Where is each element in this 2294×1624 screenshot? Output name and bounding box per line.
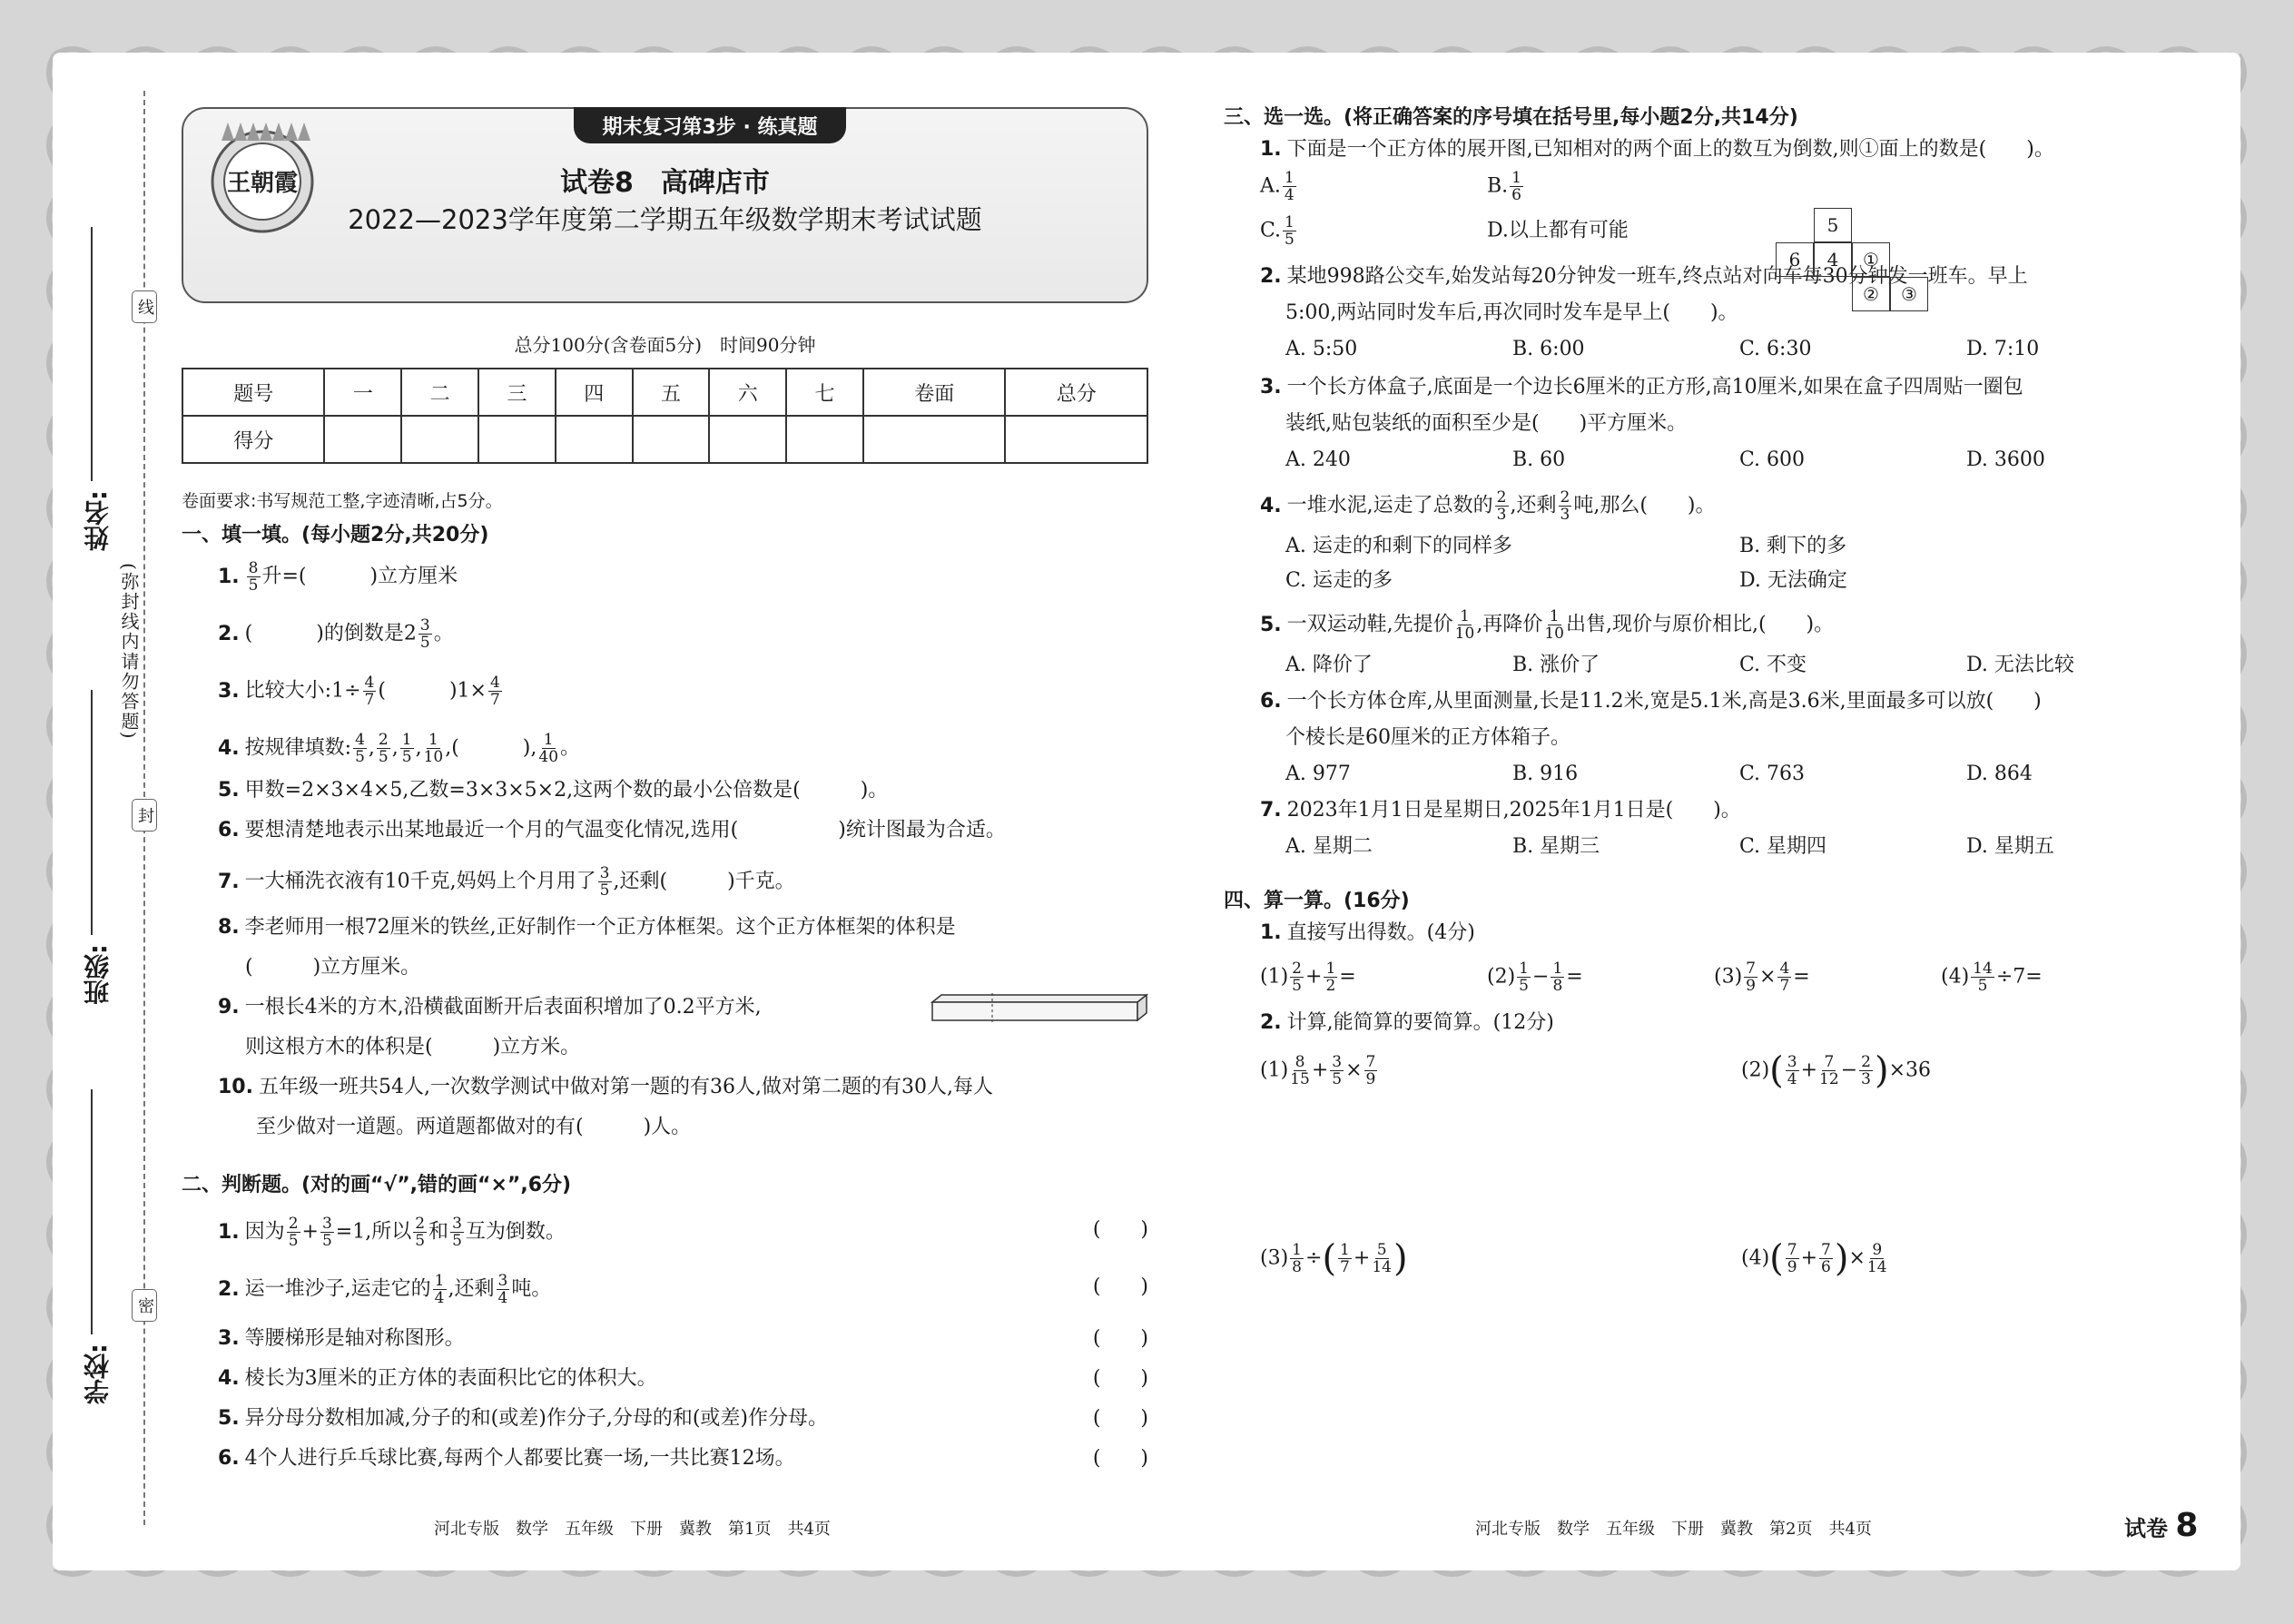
fill-q10-cont: 至少做对一道题。两道题都做对的有( )人。 — [256, 1116, 692, 1138]
section-1-title: 一、填一填。(每小题2分,共20分) — [182, 524, 489, 546]
section-4-title: 四、算一算。(16分) — [1224, 890, 1410, 912]
answer-bracket[interactable]: ( ) — [1092, 1327, 1148, 1350]
name-label: 姓名: — [83, 490, 113, 552]
calc-part1-title: 1. 直接写出得数。(4分) — [1260, 921, 1475, 944]
calc-part2-title: 2. 计算,能简算的要简算。(12分) — [1260, 1011, 1554, 1034]
paper-tag: 试卷 8 — [2124, 1507, 2199, 1544]
score-cell: 得分 — [182, 416, 324, 463]
requirement: 卷面要求:书写规范工整,字迹清晰,占5分。 — [182, 491, 503, 511]
score-input[interactable] — [401, 416, 478, 463]
cube-face: ② — [1852, 277, 1890, 311]
option: C. 星期四 — [1739, 835, 1827, 858]
score-input[interactable] — [633, 416, 710, 463]
option: A. 5:50 — [1285, 338, 1358, 360]
binding-note: (弥封线内请勿答题) — [118, 563, 140, 741]
option: B. 60 — [1512, 448, 1566, 471]
judge-q1: 1. 因为 $\frac{2}{5}$ + $\frac{3}{5}$ =1,所以 $\frac{2}{5}$ 和 $\frac{3}{5}$ 互为倒数。 ( ) — [218, 1215, 1148, 1250]
choice-q4: 4. 一堆水泥,运走了总数的 $\frac{2}{3}$ ,还剩 $\frac{2}{3}$ 吨,那么( )。 — [1260, 488, 1716, 524]
option: C. 6:30 — [1739, 338, 1812, 360]
cube-face: 5 — [1814, 208, 1852, 242]
right-column — [1224, 102, 2204, 1280]
score-cell: 卷面 — [863, 369, 1005, 416]
fill-q9-cont: 则这根方木的体积是( )立方米。 — [245, 1036, 581, 1058]
wood-beam-figure — [930, 993, 1148, 1024]
choice-q2-cont: 5:00,两站同时发车后,再次同时发车是早上( )。 — [1285, 301, 1738, 324]
judge-q5: 5. 异分母分数相加减,分子的和(或差)作分子,分母的和(或差)作分母。 ( ) — [218, 1404, 1148, 1433]
option: C. 600 — [1739, 448, 1806, 471]
choice-q2: 2. 某地998路公交车,始发站每20分钟发一班车,终点站对向车每30分钟发一班车。早上 — [1260, 265, 2028, 288]
cube-face: ① — [1852, 242, 1890, 277]
choice-q4-options-1 — [1260, 532, 2204, 561]
fill-q4: 4. 按规律填数: $\frac{4}{5}$ , $\frac{2}{5}$ , $\frac{1}{5}$ , $\frac{1}{10}$ ,( ), $\frac{1}{40}$ 。 — [218, 731, 581, 766]
step-badge: 期末复习第3步 · 练真题 — [574, 107, 846, 143]
fill-q3: 3. 比较大小:1÷ $\frac{4}{7}$ ( )1× $\frac{4}{7}$ — [218, 674, 500, 709]
fill-q9: 9. 一根长4米的方木,沿横截面断开后表面积增加了0.2平方米, — [218, 993, 1148, 1022]
calc-part2-row2 — [1260, 1237, 2204, 1280]
choice-q3: 3. 一个长方体盒子,底面是一个边长6厘米的正方形,高10厘米,如果在盒子四周贴一圈包 — [1260, 376, 2023, 399]
option: D. 3600 — [1966, 448, 2045, 471]
choice-q1: 1. 下面是一个正方体的展开图,已知相对的两个面上的数互为倒数,则①面上的数是( )。 — [1260, 138, 2054, 161]
answer-bracket[interactable]: ( ) — [1092, 1275, 1148, 1298]
choice-q5-options — [1260, 651, 2204, 680]
answer-bracket[interactable]: ( ) — [1092, 1218, 1148, 1241]
section-3-title: 三、选一选。(将正确答案的序号填在括号里,每小题2分,共14分) — [1224, 106, 1798, 129]
paper-number: 8 — [2175, 1507, 2199, 1544]
calc-item: (3) $\frac{1}{8}$ ÷( $\frac{1}{7}$ + $\frac{5}{14}$ ) — [1260, 1237, 1408, 1280]
score-table — [182, 368, 1148, 464]
choice-q4-options-2 — [1260, 566, 2204, 595]
fill-q8: 8. 李老师用一根72厘米的铁丝,正好制作一个正方体框架。这个正方体框架的体积是 — [218, 916, 956, 939]
calc-item: (4) $\frac{14}{5}$ ÷7= — [1941, 960, 2043, 995]
fill-q5: 5. 甲数=2×3×4×5,乙数=3×3×5×2,这两个数的最小公倍数是( )。 — [218, 779, 889, 802]
score-header-row — [182, 369, 1147, 416]
left-column — [182, 107, 1148, 1473]
calc-item: (4)( $\frac{7}{9}$ + $\frac{7}{6}$ )× $\frac{9}{14}$ — [1741, 1237, 1887, 1280]
score-input[interactable] — [478, 416, 556, 463]
seal-char-top: 线 — [132, 290, 157, 323]
score-input[interactable] — [786, 416, 863, 463]
judge-q6: 6. 4个人进行乒乓球比赛,每两个人都要比赛一场,一共比赛12场。 ( ) — [218, 1444, 1148, 1473]
score-cell: 五 — [633, 369, 710, 416]
calc-part1-items — [1260, 960, 2204, 994]
footer-right: 河北专版 数学 五年级 下册 冀教 第2页 共4页 — [1475, 1520, 1872, 1539]
choice-q6: 6. 一个长方体仓库,从里面测量,长是11.2米,宽是5.1米,高是3.6米,里面最多可以放( ) — [1260, 690, 2042, 713]
calc-part2-row1 — [1260, 1049, 2204, 1092]
option: A. 977 — [1285, 763, 1351, 785]
score-cell: 二 — [401, 369, 478, 416]
choice-q6-cont: 个棱长是60厘米的正方体箱子。 — [1285, 726, 1570, 749]
school-field[interactable] — [91, 1089, 93, 1334]
school-label: 学校: — [83, 1343, 113, 1405]
judge-q2: 2. 运一堆沙子,运走它的 $\frac{1}{4}$ ,还剩 $\frac{3}{4}$ 吨。 ( ) — [218, 1272, 1148, 1307]
exam-subtitle: 2022—2023学年度第二学期五年级数学期末考试试题 — [348, 204, 982, 235]
option: D. 7:10 — [1966, 338, 2040, 360]
fill-q10: 10. 五年级一班共54人,一次数学测试中做对第一题的有36人,做对第二题的有30人,每人 — [218, 1076, 993, 1098]
option: B. 916 — [1512, 763, 1579, 785]
option: C. 不变 — [1739, 654, 1807, 676]
name-field[interactable] — [91, 227, 93, 481]
calc-item: (2) $\frac{1}{5}$ − $\frac{1}{8}$ = — [1487, 960, 1583, 995]
calc-item: (1) $\frac{2}{5}$ + $\frac{1}{2}$ = — [1260, 960, 1356, 995]
score-input[interactable] — [1005, 416, 1147, 463]
choice-q1-cd: C. $\frac{1}{5}$ D.以上都有可能 — [1260, 213, 1629, 249]
answer-bracket[interactable]: ( ) — [1092, 1367, 1148, 1390]
choice-q7-options — [1260, 832, 2204, 861]
score-input[interactable] — [324, 416, 401, 463]
calc-item: (1) $\frac{8}{15}$ + $\frac{3}{5}$ × $\frac{7}{9}$ — [1260, 1053, 1376, 1088]
score-value-row — [182, 416, 1147, 463]
option: C. 763 — [1739, 763, 1806, 785]
choice-q1-ab: A. $\frac{1}{4}$ B. $\frac{1}{6}$ — [1260, 169, 1521, 204]
score-cell: 一 — [324, 369, 401, 416]
option: A. 星期二 — [1285, 835, 1373, 858]
section-2-title: 二、判断题。(对的画“√”,错的画“×”,6分) — [182, 1174, 572, 1196]
calc-item: (2)( $\frac{3}{4}$ + $\frac{7}{12}$ − $\frac{2}{3}$ )×36 — [1741, 1049, 1931, 1092]
fill-q1: 1. $\frac{8}{5}$ 升=( )立方厘米 — [218, 559, 458, 595]
class-field[interactable] — [91, 690, 93, 935]
choice-q3-cont: 装纸,贴包装纸的面积至少是( )平方厘米。 — [1285, 412, 1688, 435]
option: B. 6:00 — [1512, 338, 1585, 360]
svg-text:王朝霞: 王朝霞 — [226, 170, 299, 197]
judge-q4: 4. 棱长为3厘米的正方体的表面积比它的体积大。 ( ) — [218, 1364, 1148, 1393]
option: D. 864 — [1966, 763, 2033, 785]
score-input[interactable] — [863, 416, 1005, 463]
seal-char-mid: 封 — [132, 799, 157, 832]
answer-bracket[interactable]: ( ) — [1092, 1447, 1148, 1470]
exam-info: 总分100分(含卷面5分) 时间90分钟 — [514, 334, 816, 356]
exam-title: 试卷8 高碑店市 — [560, 167, 770, 199]
choice-q6-options — [1260, 760, 2204, 789]
cube-face: ③ — [1890, 277, 1928, 311]
option: A. 运走的和剩下的同样多 — [1285, 535, 1512, 557]
fill-q2: 2. ( )的倒数是2 $\frac{3}{5}$ 。 — [218, 616, 454, 652]
cube-face: 6 — [1776, 242, 1814, 277]
fill-q7: 7. 一大桶洗衣液有10千克,妈妈上个月用了 $\frac{3}{5}$ ,还剩( )千克。 — [218, 864, 795, 900]
calc-item: (3) $\frac{7}{9}$ × $\frac{4}{7}$ = — [1714, 960, 1810, 995]
option: B. 星期三 — [1512, 835, 1600, 858]
option: A. 240 — [1285, 448, 1351, 471]
seal-char-bottom: 密 — [132, 1289, 157, 1322]
option: D. 星期五 — [1966, 835, 2054, 858]
score-cell: 六 — [709, 369, 786, 416]
choice-q2-options — [1260, 335, 2204, 364]
score-cell: 三 — [478, 369, 556, 416]
option: A. 降价了 — [1285, 654, 1373, 676]
score-input[interactable] — [556, 416, 633, 463]
answer-bracket[interactable]: ( ) — [1092, 1407, 1148, 1430]
option: C. 运走的多 — [1285, 569, 1393, 592]
choice-q5: 5. 一双运动鞋,先提价 $\frac{1}{10}$ ,再降价 $\frac{1}{10}$ 出售,现价与原价相比,( )。 — [1260, 607, 1835, 643]
fill-q6: 6. 要想清楚地表示出某地最近一个月的气温变化情况,选用( )统计图最为合适。 — [218, 819, 1006, 842]
judge-q3: 3. 等腰梯形是轴对称图形。 ( ) — [218, 1324, 1148, 1353]
choice-q7: 7. 2023年1月1日是星期日,2025年1月1日是( )。 — [1260, 799, 1741, 822]
score-cell: 七 — [786, 369, 863, 416]
score-cell: 题号 — [182, 369, 324, 416]
score-cell: 总分 — [1005, 369, 1147, 416]
fill-q8-cont: ( )立方厘米。 — [245, 956, 421, 979]
option: D. 无法比较 — [1966, 654, 2074, 676]
option: B. 涨价了 — [1512, 654, 1600, 676]
cube-face: 4 — [1814, 242, 1852, 277]
exam-header — [182, 107, 1148, 303]
choice-q3-options — [1260, 446, 2204, 475]
score-input[interactable] — [709, 416, 786, 463]
option: D. 无法确定 — [1739, 569, 1847, 592]
footer-left: 河北专版 数学 五年级 下册 冀教 第1页 共4页 — [434, 1520, 831, 1539]
class-label: 班级: — [83, 944, 113, 1006]
option: B. 剩下的多 — [1739, 535, 1847, 557]
score-cell: 四 — [556, 369, 633, 416]
